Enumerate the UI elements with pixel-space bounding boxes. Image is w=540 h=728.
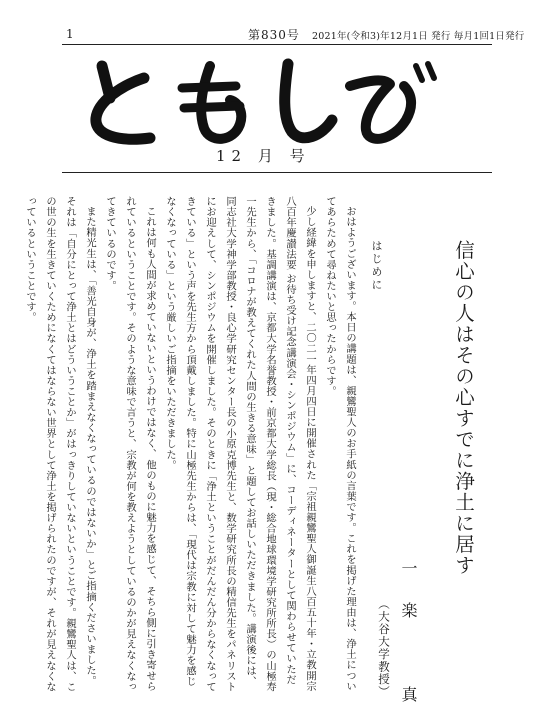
author-name: 一楽 真 [399,560,418,728]
article-title: 信心の人はその心すでに浄土に居す [452,240,475,576]
article-body [24,196,360,692]
page-number: 1 [66,27,74,41]
body-paragraph: また精光生は、「善光自身が、浄土を踏まえなくなっているのではないか」とご指摘くださいました。それは「自分にとって浄土とはどういうことか」がはっきりしていないということです。親鸞聖人は、この世の生を生きていくためになくてはならない世界として浄土を掲げられたのですが、それが見えなくなっているということです。 [24,196,96,692]
masthead-logo [80,58,440,148]
body-paragraph: 少し経緯を申しますと、二〇二一年四月四日に開催された「宗祖親鸞聖人御誕生八百五十年・立教開宗八百年慶讃法要 お待ち受け記念講演会・シンポジウム」に、コーディネーターとして関わらせていただきました。基調講演は、京都大学名誉教授・前京都大学総長（現・総合地球環境学研究所所長）の山極寿一先生から、「コロナが教えてくれた人間の生きる意味」と題してお話しいただきました。講演後には、同志社大学神学部教授・良心学研究センター長の小原克博先生と、数学研究所長の精信先生をパネリストにお迎えして、シンポジウムを開催しました。そのときに「浄土ということがだんだん分からなくなってきている」という声を先生方から頂戴しました。特に山極先生からは、「現代は宗教に対して魅力を感じなくなっている」という厳しいご指摘をいただきました。 [164,196,316,692]
publication-line: 2021年(令和3)年12月1日 発行 毎月1回1日発行 [312,31,525,42]
masthead-divider [62,172,492,173]
issue-number: 第830号 [248,28,300,42]
issue-month: 12 月 号 [216,147,311,165]
header-divider [62,44,492,45]
section-heading: はじめに [370,240,383,292]
author-affiliation: （大谷大学教授） [377,598,391,698]
body-paragraph: これは何も人間が求めていないというわけではなく、他のものに魅力を感じて、そちら側に引き寄せられているということです。そのような意味で言うと、宗教が何を教えようとしているのかが見えなくなってきているのです。 [104,196,156,692]
body-paragraph: おはようございます。本日の講題は、親鸞聖人のお手紙の言葉です。これを掲げた理由は、浄土についてあらためて尋ねたいと思ったからです。 [324,196,356,692]
